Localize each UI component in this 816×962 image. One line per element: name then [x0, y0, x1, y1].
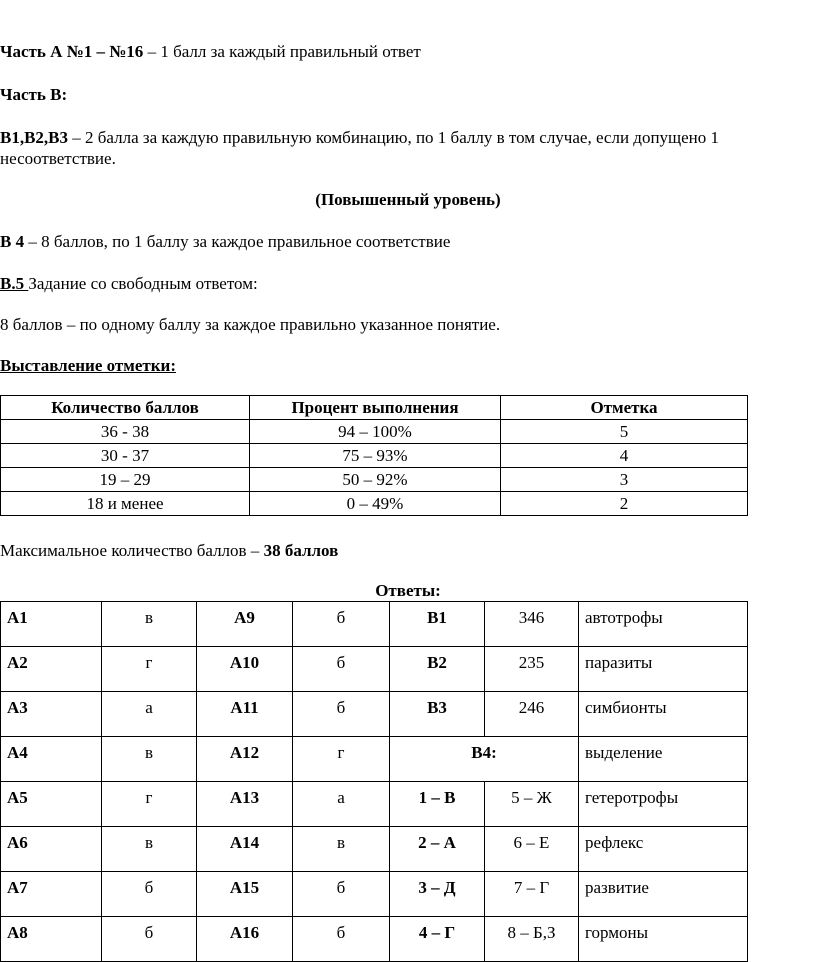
answers-title: [0, 580, 816, 602]
table-cell: 235: [485, 647, 579, 692]
table-cell: 1 – В: [390, 782, 485, 827]
table-cell: 2: [501, 492, 748, 516]
table-cell: г: [293, 737, 390, 782]
table-cell: 8 – Б,З: [485, 917, 579, 962]
table-cell: 3 – Д: [390, 872, 485, 917]
table-cell: рефлекс: [579, 827, 748, 872]
table-row: [1, 602, 748, 647]
table-cell: А4: [1, 737, 102, 782]
table-row: [1, 444, 748, 468]
table-row: [1, 827, 748, 872]
table-cell: в: [102, 602, 197, 647]
table-cell: г: [102, 647, 197, 692]
table-cell: в: [293, 827, 390, 872]
table-cell: б: [102, 917, 197, 962]
table-cell: А5: [1, 782, 102, 827]
table-cell: 7 – Г: [485, 872, 579, 917]
table-cell: А9: [197, 602, 293, 647]
b4-text: – 8 баллов, по 1 баллу за каждое правильное соответствие: [24, 232, 451, 251]
max-score-value: 38 баллов: [263, 541, 339, 560]
table-cell: паразиты: [579, 647, 748, 692]
max-score-line: [0, 540, 338, 562]
table-cell: 4: [501, 444, 748, 468]
table-cell: автотрофы: [579, 602, 748, 647]
table-cell: 18 и менее: [1, 492, 250, 516]
b4-line: [0, 231, 450, 253]
table-cell: А14: [197, 827, 293, 872]
b5-detail: 8 баллов – по одному баллу за каждое правильно указанное понятие.: [0, 315, 501, 334]
table-cell: А15: [197, 872, 293, 917]
table-row: [1, 917, 748, 962]
table-cell: г: [102, 782, 197, 827]
table-cell: гормоны: [579, 917, 748, 962]
table-cell: б: [293, 917, 390, 962]
table-cell: в: [102, 737, 197, 782]
grading-header-cell: Количество баллов: [1, 396, 250, 420]
table-cell: 3: [501, 468, 748, 492]
table-cell: В2: [390, 647, 485, 692]
grading-header-cell: Процент выполнения: [250, 396, 501, 420]
table-cell: 346: [485, 602, 579, 647]
advanced-level-heading: [0, 189, 816, 211]
table-cell: б: [293, 872, 390, 917]
table-cell: 36 - 38: [1, 420, 250, 444]
table-cell: 2 – А: [390, 827, 485, 872]
table-cell: 0 – 49%: [250, 492, 501, 516]
table-cell: А10: [197, 647, 293, 692]
grading-header-row: [1, 396, 748, 420]
table-cell: б: [293, 647, 390, 692]
table-cell: б: [102, 872, 197, 917]
b123-line2: несоответствие.: [0, 149, 116, 168]
table-cell: А3: [1, 692, 102, 737]
table-cell: 19 – 29: [1, 468, 250, 492]
table-row: [1, 420, 748, 444]
table-cell: В3: [390, 692, 485, 737]
b123-line: [0, 127, 719, 149]
table-cell: 5 – Ж: [485, 782, 579, 827]
table-cell: 50 – 92%: [250, 468, 501, 492]
table-cell: 94 – 100%: [250, 420, 501, 444]
table-cell: выделение: [579, 737, 748, 782]
b5-line: [0, 273, 258, 295]
table-cell: А13: [197, 782, 293, 827]
grading-header-cell: Отметка: [501, 396, 748, 420]
max-score-text: Максимальное количество баллов –: [0, 541, 264, 560]
part-a-label: Часть А №1 – №16: [0, 42, 144, 61]
answers-body: [1, 602, 748, 962]
table-cell: в: [102, 827, 197, 872]
table-cell: симбионты: [579, 692, 748, 737]
table-cell: а: [102, 692, 197, 737]
table-cell: А11: [197, 692, 293, 737]
table-row: [1, 492, 748, 516]
table-cell: 4 – Г: [390, 917, 485, 962]
table-row: [1, 692, 748, 737]
table-cell: гетеротрофы: [579, 782, 748, 827]
part-a-text: – 1 балл за каждый правильный ответ: [143, 42, 421, 61]
part-a-line: [0, 41, 421, 63]
grading-heading-text: Выставление отметки:: [0, 356, 176, 375]
table-cell: А8: [1, 917, 102, 962]
table-cell: б: [293, 602, 390, 647]
table-cell: б: [293, 692, 390, 737]
b5-text: Задание со свободным ответом:: [28, 274, 258, 293]
table-cell: развитие: [579, 872, 748, 917]
table-cell: 6 – Е: [485, 827, 579, 872]
table-row: [1, 468, 748, 492]
table-cell: а: [293, 782, 390, 827]
table-cell: А1: [1, 602, 102, 647]
table-cell: А2: [1, 647, 102, 692]
table-cell: В4:: [390, 737, 579, 782]
table-row: [1, 782, 748, 827]
b123-label: В1,В2,В3: [0, 128, 69, 147]
grading-table: [0, 395, 748, 516]
part-b-heading: [0, 84, 67, 106]
part-b-heading-text: Часть В:: [0, 85, 68, 104]
table-cell: 30 - 37: [1, 444, 250, 468]
table-row: [1, 872, 748, 917]
b5-label: В.5: [0, 274, 29, 293]
answers-title-text: Ответы:: [375, 581, 441, 600]
grading-heading: [0, 355, 176, 377]
advanced-level-text: (Повышенный уровень): [315, 190, 501, 209]
b123-text: – 2 балла за каждую правильную комбинацию, по 1 баллу в том случае, если допущено 1: [68, 128, 720, 147]
table-cell: А7: [1, 872, 102, 917]
table-row: [1, 737, 748, 782]
table-row: [1, 647, 748, 692]
table-cell: 5: [501, 420, 748, 444]
b4-label: В 4: [0, 232, 25, 251]
table-cell: А12: [197, 737, 293, 782]
table-cell: 246: [485, 692, 579, 737]
table-cell: А16: [197, 917, 293, 962]
table-cell: 75 – 93%: [250, 444, 501, 468]
table-cell: В1: [390, 602, 485, 647]
answers-table: [0, 601, 748, 962]
table-cell: А6: [1, 827, 102, 872]
